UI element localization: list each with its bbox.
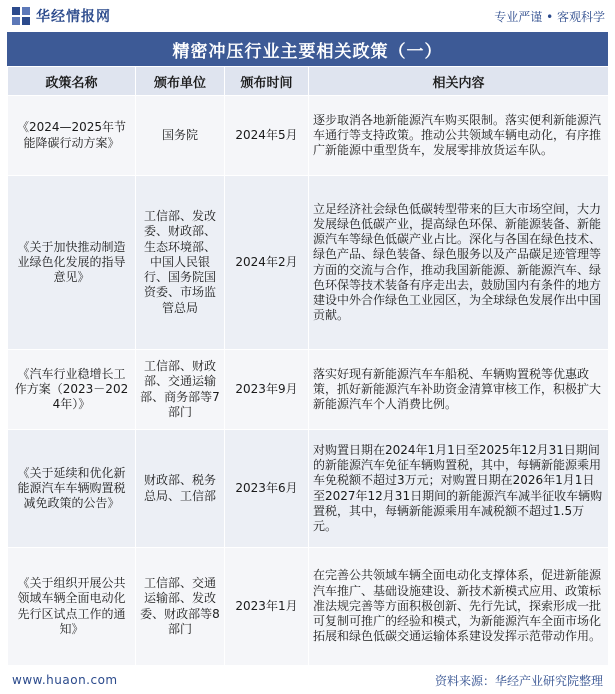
policy-content-cell: 在完善公共领域车辆全面电动化支撑体系，促进新能源汽车推广、基础设施建设、新技术新模式应用、政策标准法规完善等方面积极创新、先行先试，探索形成一批可复制可推广的经验和模式，为新能源汽车全面市场化拓展和绿色低碳交通运输体系建设发挥示范带动作用。 (309, 548, 609, 666)
table-header-row (8, 67, 609, 96)
policy-issuer-cell: 财政部、税务总局、工信部 (136, 430, 225, 548)
table-row (8, 548, 609, 666)
policy-issuer-cell: 工信部、发改委、财政部、生态环境部、中国人民银行、国务院国资委、市场监管总局 (136, 176, 225, 350)
column-header-issuer: 颁布单位 (136, 67, 225, 96)
brand-name: 华经情报网 (36, 9, 111, 25)
policy-date-cell: 2023年1月 (225, 548, 309, 666)
footer (0, 666, 615, 694)
footer-url-link[interactable]: www.huaon.com (12, 673, 118, 687)
policy-content-cell: 对购置日期在2024年1月1日至2025年12月31日期间的新能源汽车免征车辆购置税，其中，每辆新能源乘用车免税额不超过3万元；对购置日期在2026年1月1日至2027年12月31日期间的新能源汽车减半征收车辆购置税，其中，每辆新能源乘用车减税额不超过1.5万元。 (309, 430, 609, 548)
policy-issuer-cell: 国务院 (136, 96, 225, 176)
policy-content-cell: 落实好现有新能源汽车车船税、车辆购置税等优惠政策，抓好新能源汽车补助资金清算审核工作，积极扩大新能源汽车个人消费比例。 (309, 350, 609, 430)
column-header-date: 颁布时间 (225, 67, 309, 96)
policy-content-cell: 立足经济社会绿色低碳转型带来的巨大市场空间，大力发展绿色低碳产业，提高绿色环保、新能源装备、新能源汽车等绿色低碳产业占比。深化与各国在绿色技术、绿色产品、绿色装备、绿色服务以及产品碳足迹管理等方面的交流与合作，推动我国新能源、新能源汽车、绿色环保等技术装备有序走出去，鼓励国内有条件的地方建设中外合作绿色工业园区，为全球绿色发展作出中国贡献。 (309, 176, 609, 350)
policy-name-cell: 《2024—2025年节能降碳行动方案》 (8, 96, 136, 176)
top-bar (0, 0, 615, 32)
table-row (8, 430, 609, 548)
policy-issuer-cell: 工信部、财政部、交通运输部、商务部等7部门 (136, 350, 225, 430)
column-header-name: 政策名称 (8, 67, 136, 96)
policy-name-cell: 《关于延续和优化新能源汽车车辆购置税减免政策的公告》 (8, 430, 136, 548)
policy-date-cell: 2023年6月 (225, 430, 309, 548)
policy-date-cell: 2023年9月 (225, 350, 309, 430)
policy-name-cell: 《关于加快推动制造业绿色化发展的指导意见》 (8, 176, 136, 350)
policy-date-cell: 2024年2月 (225, 176, 309, 350)
brand (12, 6, 111, 26)
policy-name-cell: 《汽车行业稳增长工作方案（2023－2024年）》 (8, 350, 136, 430)
policy-name-cell: 《关于组织开展公共领域车辆全面电动化先行区试点工作的通知》 (8, 548, 136, 666)
tagline: 专业严谨 • 客观科学 (494, 9, 605, 24)
brand-logo-icon (12, 7, 30, 25)
column-header-content: 相关内容 (309, 67, 609, 96)
policy-date-cell: 2024年5月 (225, 96, 309, 176)
policy-content-cell: 逐步取消各地新能源汽车购买限制。落实便利新能源汽车通行等支持政策。推动公共领域车辆电动化，有序推广新能源中重型货车，发展零排放货运车队。 (309, 96, 609, 176)
policy-table (7, 66, 609, 666)
page-title: 精密冲压行业主要相关政策（一） (7, 32, 608, 66)
source-note: 资料来源：华经产业研究院整理 (434, 673, 603, 688)
table-row (8, 96, 609, 176)
table-row (8, 350, 609, 430)
table-row (8, 176, 609, 350)
policy-issuer-cell: 工信部、交通运输部、发改委、财政部等8部门 (136, 548, 225, 666)
